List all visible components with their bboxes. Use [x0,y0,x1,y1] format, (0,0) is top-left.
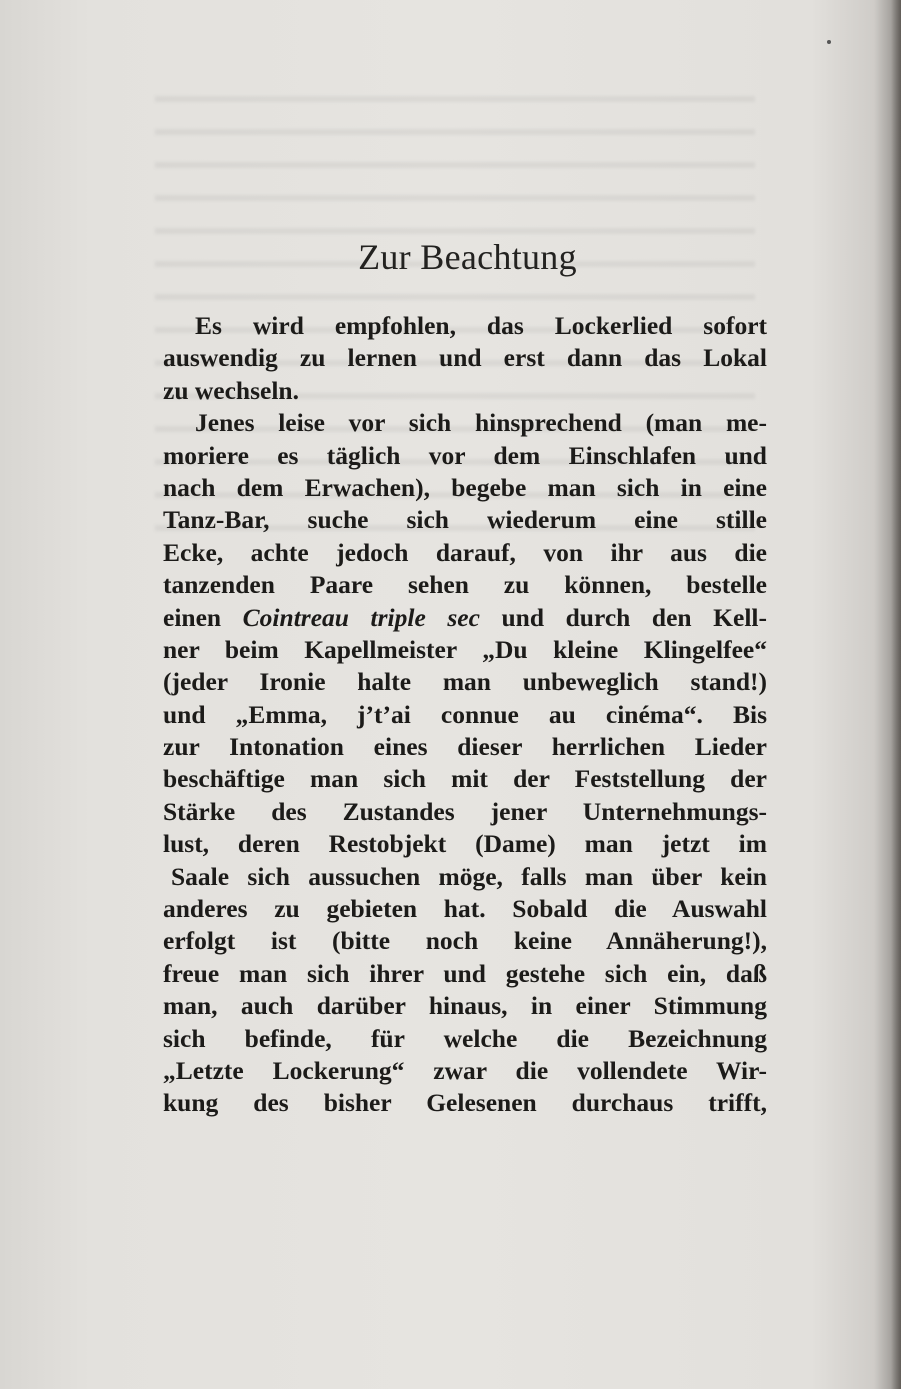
text-line: moriere es täglich vor dem Einschlafen und [163,440,767,470]
text-line: (jeder Ironie halte man unbeweglich stand!) [163,667,767,697]
text-line: man, auch darüber hinaus, in einer Stimmung [163,991,767,1021]
text-line: Tanz-Bar, suche sich wiederum eine stille [163,505,767,535]
text-line: zu wechseln. [163,375,299,405]
paper-speck [827,40,831,44]
text-line: Jenes leise vor sich hinsprechend (man me- [195,408,767,438]
text-line: Ecke, achte jedoch darauf, von ihr aus die [163,537,767,567]
text-line: zur Intonation eines dieser herrlichen Lieder [163,732,767,762]
text-line: kung des bisher Gelesenen durchaus trifft, [163,1088,767,1118]
text-line: ner beim Kapellmeister „Du kleine Klingelfee“ [163,634,767,664]
text-line: tanzenden Paare sehen zu können, bestelle [163,570,767,600]
text-line: nach dem Erwachen), begebe man sich in eine [163,472,767,502]
text-segment: einen [163,602,243,632]
body-text [163,310,767,1120]
text-line [163,602,767,634]
text-line: anderes zu gebieten hat. Sobald die Auswahl [163,894,767,924]
text-line: erfolgt ist (bitte noch keine Annäherung!), [163,926,767,956]
text-segment: und durch den Kell- [479,602,767,632]
text-line: und „Emma, j’t’ai connue au cinéma“. Bis [163,699,767,729]
text-line: Es wird empfohlen, das Lockerlied sofort [195,311,767,340]
text-line: beschäftige man sich mit der Feststellung der [163,764,767,794]
page-title: Zur Beachtung [358,237,577,277]
text-line: Stärke des Zustandes jener Unternehmungs- [163,796,767,826]
text-line: Saale sich aussuchen möge, falls man über kein [171,861,767,891]
text-line: auswendig zu lernen und erst dann das Lokal [163,343,767,373]
text-line: „Letzte Lockerung“ zwar die vollendete Wir- [163,1055,767,1085]
text-line: freue man sich ihrer und gestehe sich ein, daß [163,958,767,988]
page-edge-shadow [891,0,901,1389]
italic-drink-name: Cointreau triple sec [242,602,480,632]
text-line: sich befinde, für welche die Bezeichnung [163,1023,767,1053]
text-line: lust, deren Restobjekt (Dame) man jetzt im [163,829,767,859]
